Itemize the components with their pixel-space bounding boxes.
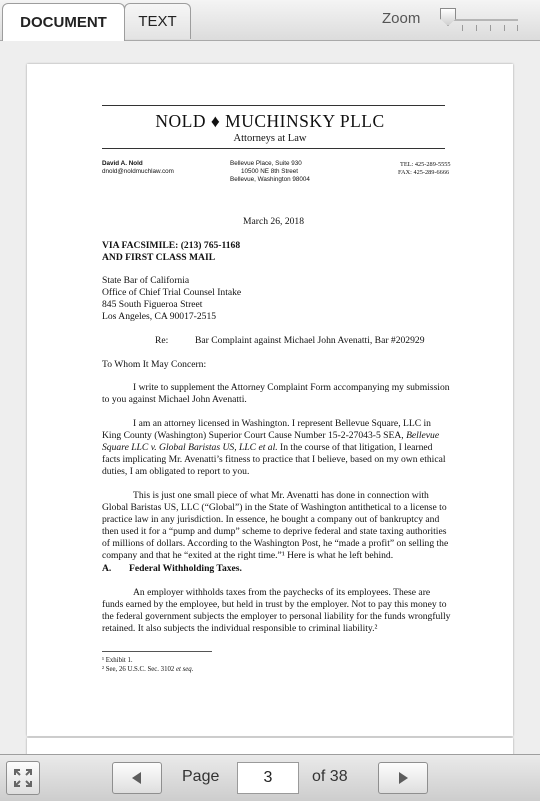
section-title: Federal Withholding Taxes. [129, 563, 242, 574]
prev-page-button[interactable] [112, 762, 162, 794]
re-subject: Bar Complaint against Michael John Avenatti, Bar #202929 [195, 335, 425, 346]
re-label: Re: [155, 335, 169, 346]
document-viewer[interactable] [0, 41, 540, 754]
tab-text[interactable]: TEXT [124, 3, 191, 39]
next-page-button[interactable] [378, 762, 428, 794]
delivery-method: AND FIRST CLASS MAIL [102, 252, 216, 263]
page-number-input[interactable] [237, 762, 299, 794]
salutation: To Whom It May Concern: [102, 359, 207, 370]
address-line: 10500 NE 8th Street [241, 168, 299, 175]
body-paragraph: This is just one small piece of what Mr. Avenatti has done in connection with Global Baristas US, LLC (“Global”) in the State of Washington antithetical to a license to practice law in any jurisdiction. In essence, he bought a company out of bankruptcy and then used it for a “pump and dump” scheme to deprive federal and state taxing authorities of millions of dollars. According to the Washington Post, he “made a profit” on selling the company and that he “exited at the right time.”¹ Here is what he left behind. [102, 490, 449, 561]
prev-page-icon [129, 770, 145, 786]
fax: FAX: 425-289-6666 [398, 169, 450, 176]
tab-document[interactable]: DOCUMENT [2, 3, 125, 41]
next-document-page [27, 738, 513, 754]
delivery-method: VIA FACSIMILE: (213) 765-1168 [102, 240, 241, 251]
fullscreen-button[interactable] [6, 761, 40, 795]
zoom-tick [462, 25, 463, 31]
sender-name: David A. Nold [102, 160, 143, 167]
letterhead-rule-bottom [102, 148, 445, 149]
section-letter: A. [102, 563, 112, 574]
firm-subtitle: Attorneys at Law [233, 133, 307, 144]
letter-date: March 26, 2018 [243, 216, 305, 227]
footnote: ² See, 26 U.S.C. Sec. 3102 et seq. [102, 666, 194, 673]
recipient-address: State Bar of California Office of Chief Trial Counsel Intake 845 South Figueroa Street Los Angeles, CA 90017-2515 [102, 275, 242, 322]
document-page [27, 64, 513, 736]
top-toolbar [0, 0, 540, 41]
footnote: ¹ Exhibit 1. [102, 657, 133, 664]
fullscreen-icon [13, 768, 33, 788]
body-paragraph: I write to supplement the Attorney Complaint Form accompanying my submission to you against Michael John Avenatti. [102, 382, 450, 405]
sender-email: dnold@noldmuchlaw.com [102, 168, 174, 175]
zoom-tick [504, 25, 505, 31]
body-paragraph: An employer withholds taxes from the paychecks of its employees. These are funds earned by the employee, but held in trust by the employer. Not to pay this money to the federal government subjects the employer to personal liability for the funds wrongfully retained. It also subjects the individual responsible to criminal liability.² [102, 587, 451, 634]
zoom-tick [490, 25, 491, 31]
zoom-tick [476, 25, 477, 31]
address-line: Bellevue Place, Suite 930 [230, 160, 302, 167]
zoom-tick [517, 25, 518, 31]
telephone: TEL: 425-289-5555 [400, 161, 451, 168]
firm-name: NOLD ♦ MUCHINSKY PLLC [155, 111, 385, 131]
page-label: Page [182, 768, 220, 785]
zoom-label: Zoom [382, 10, 421, 27]
footnote-divider [102, 651, 212, 652]
zoom-slider-thumb[interactable] [440, 8, 456, 26]
letterhead-rule-top [102, 105, 445, 106]
next-page-icon [395, 770, 411, 786]
page-count: of 38 [312, 768, 348, 785]
body-paragraph: I am an attorney licensed in Washington. I represent Bellevue Square, LLC in King County (Washington) Superior Court Cause Number 15-2-27043-5 SEA, Bellevue Square LLC v. Global Baristas US, LLC et al. In the course of that litigation, I learned facts implicating Mr. Avenatti’s fitness to practice that I believe, based on my own ethical duties, I am obligated to report to you. [102, 418, 446, 477]
zoom-slider[interactable] [440, 8, 522, 32]
pager-toolbar [0, 754, 540, 801]
address-line: Bellevue, Washington 98004 [230, 176, 310, 183]
